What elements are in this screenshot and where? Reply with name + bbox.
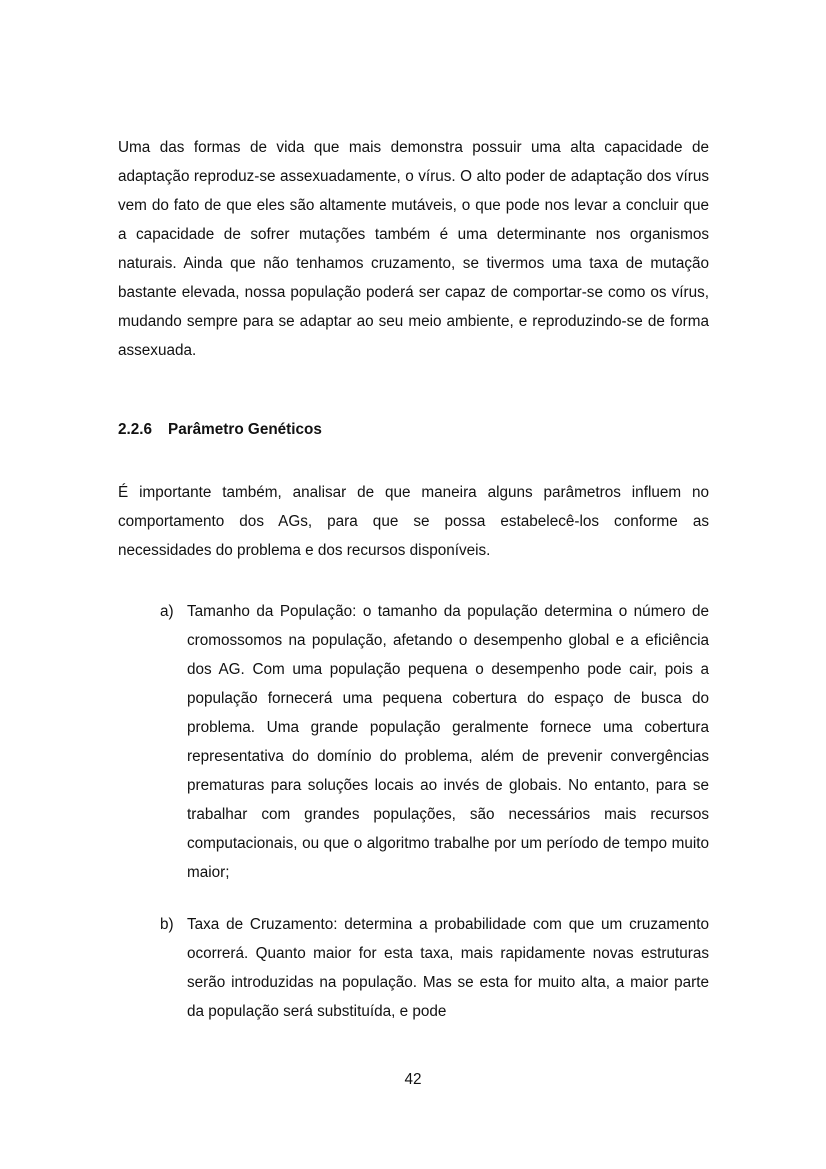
list-item-text: Tamanho da População: o tamanho da população determina o número de cromossomos na população, afetando o desempenho global e a eficiência dos AG. Com uma população pequena o desempenho pode cair, pois a população fornecerá uma pequena cobertura do espaço de busca do problema. Uma grande população geralmente fornece uma cobertura representativa do domínio do problema, além de prevenir convergências prematuras para soluções locais ao invés de globais. No entanto, para se trabalhar com grandes populações, são necessários mais recursos computacionais, ou que o algoritmo trabalhe por um período de tempo muito maior; [187,603,709,881]
section-number: 2.2.6 [118,421,153,438]
list-item-text: Taxa de Cruzamento: determina a probabilidade com que um cruzamento ocorrerá. Quanto maior for esta taxa, mais rapidamente novas estruturas serão introduzidas na população. Mas se esta for muito alta, a maior parte da população será substituída, e pode [187,916,709,1020]
page-number: 42 [404,1071,422,1088]
section-title: Parâmetro Genéticos [168,421,322,438]
list-marker: b) [160,916,174,933]
list-item [160,910,709,1026]
intro-paragraph: Uma das formas de vida que mais demonstra possuir uma alta capacidade de adaptação reproduz-se assexuadamente, o vírus. O alto poder de adaptação dos vírus vem do fato de que eles são altamente mutáveis, o que pode nos levar a concluir que a capacidade de sofrer mutações também é uma determinante nos organismos naturais. Ainda que não tenhamos cruzamento, se tivermos uma taxa de mutação bastante elevada, nossa população poderá ser capaz de comportar-se como os vírus, mudando sempre para se adaptar ao seu meio ambiente, e reproduzindo-se de forma assexuada. [118,139,709,359]
list-item [160,597,709,887]
section-intro-paragraph: É importante também, analisar de que maneira alguns parâmetros influem no comportamento dos AGs, para que se possa estabelecê-los conforme as necessidades do problema e dos recursos disponíveis. [118,484,709,559]
list-marker: a) [160,603,174,620]
section-heading [118,415,322,444]
